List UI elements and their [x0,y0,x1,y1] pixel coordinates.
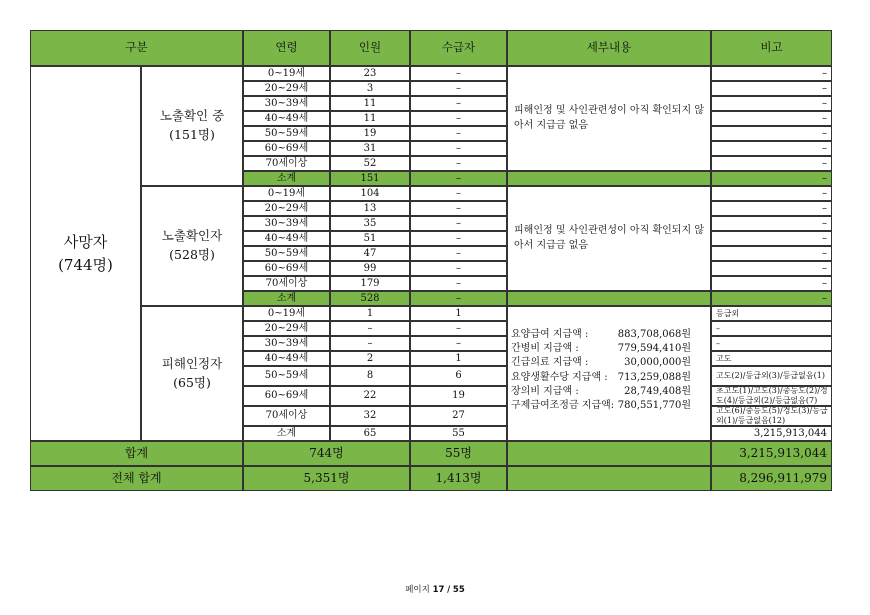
payment-amount: 28,749,408원 [624,385,691,397]
payment-amount: 883,708,068원 [617,329,691,340]
total-label: 합계 [30,441,243,466]
age-cell: 0~19세 [243,306,330,321]
age-cell: 20~29세 [243,321,330,336]
subtotal-detail-blank [507,171,711,186]
payment-amount: 30,000,000원 [624,357,691,369]
total-blank [507,441,711,466]
age-cell: 40~49세 [243,231,330,246]
group-name [141,186,243,306]
count-cell: 11 [330,111,410,126]
payment-label: 요양생활수당 지급액 : [511,371,608,383]
recipient-cell: 1 [410,306,507,321]
payment-label: 간병비 지급액 : [511,343,579,355]
footer-prefix: 페이지 [405,585,430,595]
footer-total: 55 [452,585,465,595]
recipient-cell: 27 [410,406,507,426]
age-cell: 30~39세 [243,336,330,351]
header-cell: 세부내용 [507,30,711,66]
note-cell: – [711,336,832,351]
recipient-cell: 6 [410,366,507,386]
subtotal-label: 소계 [243,171,330,186]
note-cell: – [711,321,832,336]
payment-amount: 780,551,770원 [617,400,691,412]
detail-text: 피해인정 및 사인관련성이 아직 확인되지 않아서 지급금 없음 [507,66,711,171]
payment-row [511,342,691,356]
note-cell: – [711,141,832,156]
recipient-cell: – [410,141,507,156]
payment-row [511,356,691,370]
group-name-line2: (528명) [169,247,215,262]
age-cell: 60~69세 [243,261,330,276]
recipient-cell: 19 [410,386,507,406]
age-cell: 60~69세 [243,386,330,406]
payment-label: 긴급의료 지급액 : [511,357,589,369]
count-cell: 11 [330,96,410,111]
page-footer [0,583,870,595]
count-cell: 99 [330,261,410,276]
group-name-line1: 노출확인 중 [159,108,225,124]
count-cell: 31 [330,141,410,156]
payment-label: 장의비 지급액 : [511,385,579,397]
recipient-cell: – [410,66,507,81]
subtotal-detail-blank [507,291,711,306]
payment-label: 요양급여 지급액 : [511,329,589,340]
category-line1: 사망자 [63,233,108,251]
count-cell: 13 [330,201,410,216]
age-cell: 0~19세 [243,186,330,201]
subtotal-recipients: 55 [410,426,507,441]
subtotal-count: 528 [330,291,410,306]
age-cell: 0~19세 [243,66,330,81]
note-cell: – [711,81,832,96]
note-cell: – [711,276,832,291]
note-cell: – [711,261,832,276]
recipient-cell: – [410,201,507,216]
header-cell: 수급자 [410,30,507,66]
count-cell: 23 [330,66,410,81]
recipient-cell: – [410,96,507,111]
count-cell: 22 [330,386,410,406]
payment-row [511,328,691,342]
age-cell: 30~39세 [243,216,330,231]
payment-row [511,385,691,399]
subtotal-label: 소계 [243,291,330,306]
subtotal-count: 151 [330,171,410,186]
grand-total-count: 5,351명 [243,466,410,491]
note-cell: 고도(2)/등급외(3)/등급없음(1) [711,366,832,386]
count-cell: 179 [330,276,410,291]
relief-table [30,30,832,493]
payment-row [511,399,691,413]
recipient-cell: – [410,276,507,291]
recipient-cell: – [410,246,507,261]
recipient-cell: – [410,231,507,246]
grand-total-label: 전체 합계 [30,466,243,491]
age-cell: 50~59세 [243,126,330,141]
payment-row [511,371,691,385]
subtotal-note: – [711,171,832,186]
count-cell: 8 [330,366,410,386]
age-cell: 60~69세 [243,141,330,156]
count-cell: 2 [330,351,410,366]
note-cell: – [711,216,832,231]
recipient-cell: – [410,156,507,171]
recipient-cell: 1 [410,351,507,366]
count-cell: 19 [330,126,410,141]
note-cell: 고도 [711,351,832,366]
note-cell: – [711,66,832,81]
age-cell: 40~49세 [243,351,330,366]
subtotal-count: 65 [330,426,410,441]
recipient-cell: – [410,186,507,201]
note-cell: – [711,156,832,171]
detail-text: 피해인정 및 사인관련성이 아직 확인되지 않아서 지급금 없음 [507,186,711,291]
footer-sep: / [447,585,451,595]
note-cell: 초고도(1)/고도(3)/중등도(2)/경도(4)/등급외(2)/등급없음(7) [711,386,832,406]
age-cell: 70세이상 [243,276,330,291]
payment-amount: 713,259,088원 [617,371,691,383]
grand-total-amount: 8,296,911,979 [711,466,832,491]
recipient-cell: – [410,321,507,336]
count-cell: 104 [330,186,410,201]
age-cell: 70세이상 [243,406,330,426]
age-cell: 20~29세 [243,201,330,216]
category-line2: (744명) [58,255,113,274]
group-name [141,66,243,186]
group-name-line1: 노출확인자 [161,228,223,244]
count-cell: 32 [330,406,410,426]
note-cell: 등급외 [711,306,832,321]
age-cell: 50~59세 [243,246,330,261]
total-amount: 3,215,913,044 [711,441,832,466]
note-cell: – [711,201,832,216]
count-cell: 35 [330,216,410,231]
header-cell: 비고 [711,30,832,66]
payment-label: 구제급여조정금 지급액: [511,400,615,412]
age-cell: 20~29세 [243,81,330,96]
subtotal-label: 소계 [243,426,330,441]
grand-total-blank [507,466,711,491]
header-cell: 인원 [330,30,410,66]
recipient-cell: – [410,81,507,96]
note-cell: – [711,186,832,201]
note-cell: 고도(6)/중등도(5)/경도(3)/등급외(1)/등급없음(12) [711,406,832,426]
footer-page: 17 [432,585,445,595]
group-name [141,306,243,441]
group-name-line1: 피해인정자 [161,355,223,371]
count-cell: – [330,321,410,336]
count-cell: – [330,336,410,351]
subtotal-recipients: – [410,291,507,306]
count-cell: 52 [330,156,410,171]
subtotal-recipients: – [410,171,507,186]
subtotal-amount: 3,215,913,044 [711,426,832,441]
recipient-cell: – [410,261,507,276]
age-cell: 50~59세 [243,366,330,386]
total-count: 744명 [243,441,410,466]
group-name-line2: (65명) [173,374,211,390]
count-cell: 3 [330,81,410,96]
age-cell: 40~49세 [243,111,330,126]
recipient-cell: – [410,126,507,141]
payment-list [511,328,691,413]
note-cell: – [711,231,832,246]
count-cell: 51 [330,231,410,246]
group-name-line2: (151명) [169,127,215,142]
grand-total-recipients: 1,413명 [410,466,507,491]
age-cell: 30~39세 [243,96,330,111]
age-cell: 70세이상 [243,156,330,171]
note-cell: – [711,111,832,126]
subtotal-note: – [711,291,832,306]
note-cell: – [711,126,832,141]
header-cell: 연령 [243,30,330,66]
recipient-cell: – [410,216,507,231]
header-cell: 구분 [30,30,243,66]
payment-amount: 779,594,410원 [617,343,691,355]
note-cell: – [711,96,832,111]
category-cell [30,66,141,441]
count-cell: 47 [330,246,410,261]
recipient-cell: – [410,336,507,351]
total-recipients: 55명 [410,441,507,466]
count-cell: 1 [330,306,410,321]
note-cell: – [711,246,832,261]
recipient-cell: – [410,111,507,126]
